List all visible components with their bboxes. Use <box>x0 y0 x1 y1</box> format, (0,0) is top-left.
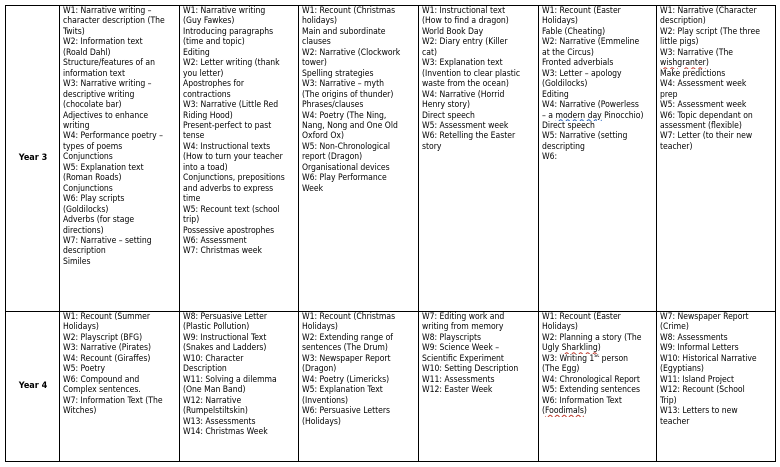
plan-line: W6: Assessment <box>183 235 247 246</box>
plan-line: W6: Compound and <box>63 374 140 385</box>
plan-line: story <box>422 141 442 152</box>
plan-line: W2: Playscript (BFG) <box>63 332 143 343</box>
term-cell <box>60 6 180 312</box>
plan-line: W6: Play Performance <box>302 173 387 184</box>
plan-line: W3: Explanation text <box>422 58 503 69</box>
plan-line: Scientific Experiment <box>422 353 504 364</box>
plan-line: (Inventions) <box>302 395 349 406</box>
plan-line: Conjunctions <box>63 152 113 163</box>
term-cell <box>539 6 657 312</box>
plan-line: Fronted adverbials <box>542 58 614 69</box>
plan-line: W13: Assessments <box>183 416 256 427</box>
year-3-row <box>6 6 776 312</box>
plan-line: character description (The <box>63 16 165 27</box>
plan-line: (Holidays) <box>302 416 341 427</box>
plan-line: W3: Narrative – myth <box>302 79 384 90</box>
plan-line: Fable (Cheating) <box>542 26 606 37</box>
plan-line: sentences (The Drum) <box>302 343 388 354</box>
plan-line: Oxford Ox) <box>302 131 344 142</box>
term-cell <box>299 312 419 462</box>
plan-line: W5: Assessment week <box>660 100 747 111</box>
plan-line: Conjunctions, prepositions <box>183 173 285 184</box>
plan-line: W5: Explanation Text <box>302 385 383 396</box>
plan-line: W8: Persuasive Letter <box>183 312 267 322</box>
plan-line: W7: Newspaper Report <box>660 312 749 322</box>
plan-line: W1: Recount (Easter <box>542 312 621 322</box>
plan-line: teacher) <box>660 141 693 152</box>
plan-line: waste from the ocean) <box>422 79 509 90</box>
plan-line: (Goldilocks) <box>63 204 109 215</box>
term-cell <box>657 312 776 462</box>
plan-line: (Invention to clear plastic <box>422 68 521 79</box>
plan-line: W2: Information text <box>63 37 143 48</box>
plan-line: W5: Explanation text <box>63 162 144 173</box>
plan-line: W7: Letter (to their new <box>660 131 753 142</box>
plan-line: Holidays) <box>302 322 338 333</box>
plan-line: (Guy Fawkes) <box>183 16 235 27</box>
plan-line: W5: Narrative (setting <box>542 131 628 142</box>
plan-line: (One Man Band) <box>183 385 246 396</box>
plan-line: W2: Play script (The three <box>660 26 760 37</box>
term-cell <box>657 6 776 312</box>
plan-line: W5: Poetry <box>63 364 106 375</box>
plan-line: W2: Narrative (Emmeline <box>542 37 640 48</box>
plan-line: Phrases/clauses <box>302 100 364 111</box>
term-cell <box>299 6 419 312</box>
plan-line: prep <box>660 89 678 100</box>
plan-line: W4: Assessment week <box>660 79 747 90</box>
plan-line: W1: Narrative writing – <box>63 6 152 16</box>
plan-line: Nang, Nong and One Old <box>302 120 398 131</box>
plan-line: World Book Day <box>422 26 484 37</box>
plan-line: W7: Information Text (The <box>63 395 163 406</box>
plan-line: (Dragon) <box>302 364 337 375</box>
plan-line: types of poems <box>63 141 123 152</box>
plan-line: into a toad) <box>183 162 228 173</box>
plan-line: Twits) <box>63 26 85 37</box>
plan-line: W10: Character <box>183 353 244 364</box>
plan-line: W14: Christmas Week <box>183 426 268 437</box>
plan-line: W8: Playscripts <box>422 332 481 343</box>
plan-line: (How to find a dragon) <box>422 16 509 27</box>
plan-line: Apostrophes for <box>183 79 245 90</box>
plan-line: Organisational devices <box>302 162 390 173</box>
plan-line: Editing <box>542 89 569 100</box>
plan-line: W6: Persuasive Letters <box>302 406 390 417</box>
plan-line: – a modern day Pinocchio) <box>542 110 644 121</box>
plan-line: W7: Christmas week <box>183 246 262 257</box>
plan-line: W1: Recount (Easter <box>542 6 621 16</box>
plan-line: W11: Solving a dilemma <box>183 374 277 385</box>
plan-line: W12: Recount (School <box>660 385 745 396</box>
plan-line: W4: Narrative (Horrid <box>422 89 505 100</box>
plan-line: W13: Letters to new <box>660 406 738 417</box>
plan-line: (Goldilocks) <box>542 79 588 90</box>
plan-line: (Snakes and Ladders) <box>183 343 267 354</box>
plan-line: W1: Narrative writing <box>183 6 266 16</box>
plan-line: Similes <box>63 256 91 267</box>
plan-line: report (Dragon) <box>302 152 363 163</box>
plan-line: tense <box>183 131 205 142</box>
plan-line: (Crime) <box>660 322 689 333</box>
plan-line: W10: Historical Narrative <box>660 353 757 364</box>
plan-line: W5: Non-Chronological <box>302 141 391 152</box>
plan-line: W6: <box>542 152 558 163</box>
plan-line: little pigs) <box>660 37 699 48</box>
plan-line: writing from memory <box>422 322 504 333</box>
plan-line: at the Circus) <box>542 47 594 58</box>
plan-line: teacher <box>660 416 690 427</box>
plan-line: W9: Science Week – <box>422 343 500 354</box>
plan-line: W1: Instructional text <box>422 6 506 16</box>
plan-line: (Plastic Pollution) <box>183 322 250 333</box>
plan-line: W4: Chronological Report <box>542 374 640 385</box>
plan-line: W2: Letter writing (thank <box>183 58 280 69</box>
plan-line: W1: Recount (Christmas <box>302 6 396 16</box>
plan-line: W3: Narrative (The <box>660 47 734 58</box>
plan-line: and adverbs to express <box>183 183 274 194</box>
plan-line: you letter) <box>183 68 224 79</box>
plan-line: W2: Planning a story (The <box>542 332 642 343</box>
plan-line: W6: Topic dependant on <box>660 110 753 121</box>
plan-line: W3: Letter – apology <box>542 68 622 79</box>
plan-line: (Foodimals) <box>542 406 587 417</box>
plan-line: W10: Setting Description <box>422 364 519 375</box>
plan-line: (Roman Roads) <box>63 173 122 184</box>
term-cell <box>419 312 539 462</box>
plan-line: W1: Narrative (Character <box>660 6 757 16</box>
plan-line: W3: Narrative writing – <box>63 79 152 90</box>
plan-line: Description <box>183 364 227 375</box>
plan-line: W3: Writing 1st person <box>542 353 629 364</box>
plan-line: Adverbs (for stage <box>63 215 135 226</box>
plan-line: (How to turn your teacher <box>183 152 283 163</box>
term-cell <box>180 312 299 462</box>
plan-line: description <box>63 246 106 257</box>
plan-line: Week <box>302 183 324 194</box>
plan-line: W7: Narrative – setting <box>63 235 152 246</box>
plan-line: Main and subordinate <box>302 26 386 37</box>
plan-line: descripting <box>542 141 585 152</box>
year-label: Year 3 <box>6 6 60 312</box>
plan-line: Holidays) <box>542 16 578 27</box>
plan-line: W5: Assessment week <box>422 120 509 131</box>
plan-line: descriptive writing <box>63 89 135 100</box>
year-4-row <box>6 312 776 462</box>
plan-line: Trip) <box>660 395 677 406</box>
plan-line: information text <box>63 68 125 79</box>
plan-line: W9: Informal Letters <box>660 343 739 354</box>
plan-line: writing <box>63 120 90 131</box>
term-cell <box>419 6 539 312</box>
plan-line: W12: Narrative <box>183 395 242 406</box>
plan-line: trip) <box>183 215 200 226</box>
plan-line: Make predictions <box>660 68 726 79</box>
plan-line: W9: Instructional Text <box>183 332 267 343</box>
plan-line: (The Egg) <box>542 364 580 375</box>
plan-line: W11: Assessments <box>422 374 495 385</box>
plan-line: Conjunctions <box>63 183 113 194</box>
plan-line: W4: Poetry (The Ning, <box>302 110 387 121</box>
plan-line: cat) <box>422 47 437 58</box>
term-cell <box>180 6 299 312</box>
plan-line: (time and topic) <box>183 37 245 48</box>
plan-line: W4: Instructional texts <box>183 141 271 152</box>
plan-line: W5: Extending sentences <box>542 385 640 396</box>
plan-line: W4: Performance poetry – <box>63 131 163 142</box>
plan-line: Possessive apostrophes <box>183 225 275 236</box>
plan-line: W1: Recount (Christmas <box>302 312 396 322</box>
plan-line: Direct speech <box>542 120 595 131</box>
plan-line: Structure/features of an <box>63 58 155 69</box>
plan-line: Witches) <box>63 406 97 417</box>
plan-line: W11: Island Project <box>660 374 735 385</box>
plan-line: Editing <box>183 47 210 58</box>
plan-line: Direct speech <box>422 110 475 121</box>
plan-line: Holidays) <box>63 322 99 333</box>
plan-line: time <box>183 194 201 205</box>
plan-line: Complex sentences. <box>63 385 141 396</box>
plan-line: W8: Assessments <box>660 332 728 343</box>
plan-line: description) <box>660 16 706 27</box>
plan-line: W12: Easter Week <box>422 385 493 396</box>
plan-line: directions) <box>63 225 104 236</box>
plan-line: W2: Extending range of <box>302 332 393 343</box>
plan-line: clauses <box>302 37 331 48</box>
plan-line: W4: Recount (Giraffes) <box>63 353 151 364</box>
plan-line: Spelling strategies <box>302 68 374 79</box>
term-cell <box>60 312 180 462</box>
plan-line: (Roald Dahl) <box>63 47 111 58</box>
plan-line: W2: Diary entry (Killer <box>422 37 508 48</box>
term-cell <box>539 312 657 462</box>
plan-line: (Egyptians) <box>660 364 704 375</box>
plan-line: (Rumpelstiltskin) <box>183 406 248 417</box>
plan-line: Holidays) <box>542 322 578 333</box>
plan-line: W2: Narrative (Clockwork <box>302 47 401 58</box>
plan-line: wishgranter) <box>660 58 709 69</box>
plan-line: W3: Newspaper Report <box>302 353 391 364</box>
plan-line: Riding Hood) <box>183 110 233 121</box>
plan-line: W7: Editing work and <box>422 312 505 322</box>
plan-line: W5: Recount text (school <box>183 204 280 215</box>
plan-line: assessment (flexible) <box>660 120 742 131</box>
plan-line: Introducing paragraphs <box>183 26 274 37</box>
plan-line: Ugly Sharkling) <box>542 343 601 354</box>
plan-line: W4: Poetry (Limericks) <box>302 374 390 385</box>
year-label: Year 4 <box>6 312 60 462</box>
plan-line: W6: Retelling the Easter <box>422 131 516 142</box>
plan-line: (The origins of thunder) <box>302 89 394 100</box>
plan-line: (chocolate bar) <box>63 100 122 111</box>
plan-line: Present-perfect to past <box>183 120 272 131</box>
plan-line: contractions <box>183 89 231 100</box>
plan-line: W4: Narrative (Powerless <box>542 100 639 111</box>
plan-line: W6: Play scripts <box>63 194 125 205</box>
plan-line: holidays) <box>302 16 338 27</box>
plan-line: tower) <box>302 58 327 69</box>
plan-line: W6: Information Text <box>542 395 622 406</box>
plan-line: Henry story) <box>422 100 470 111</box>
plan-line: W3: Narrative (Pirates) <box>63 343 151 354</box>
plan-line: Adjectives to enhance <box>63 110 149 121</box>
writing-plan-table <box>5 5 776 462</box>
plan-line: W1: Recount (Summer <box>63 312 150 322</box>
plan-line: W3: Narrative (Little Red <box>183 100 279 111</box>
